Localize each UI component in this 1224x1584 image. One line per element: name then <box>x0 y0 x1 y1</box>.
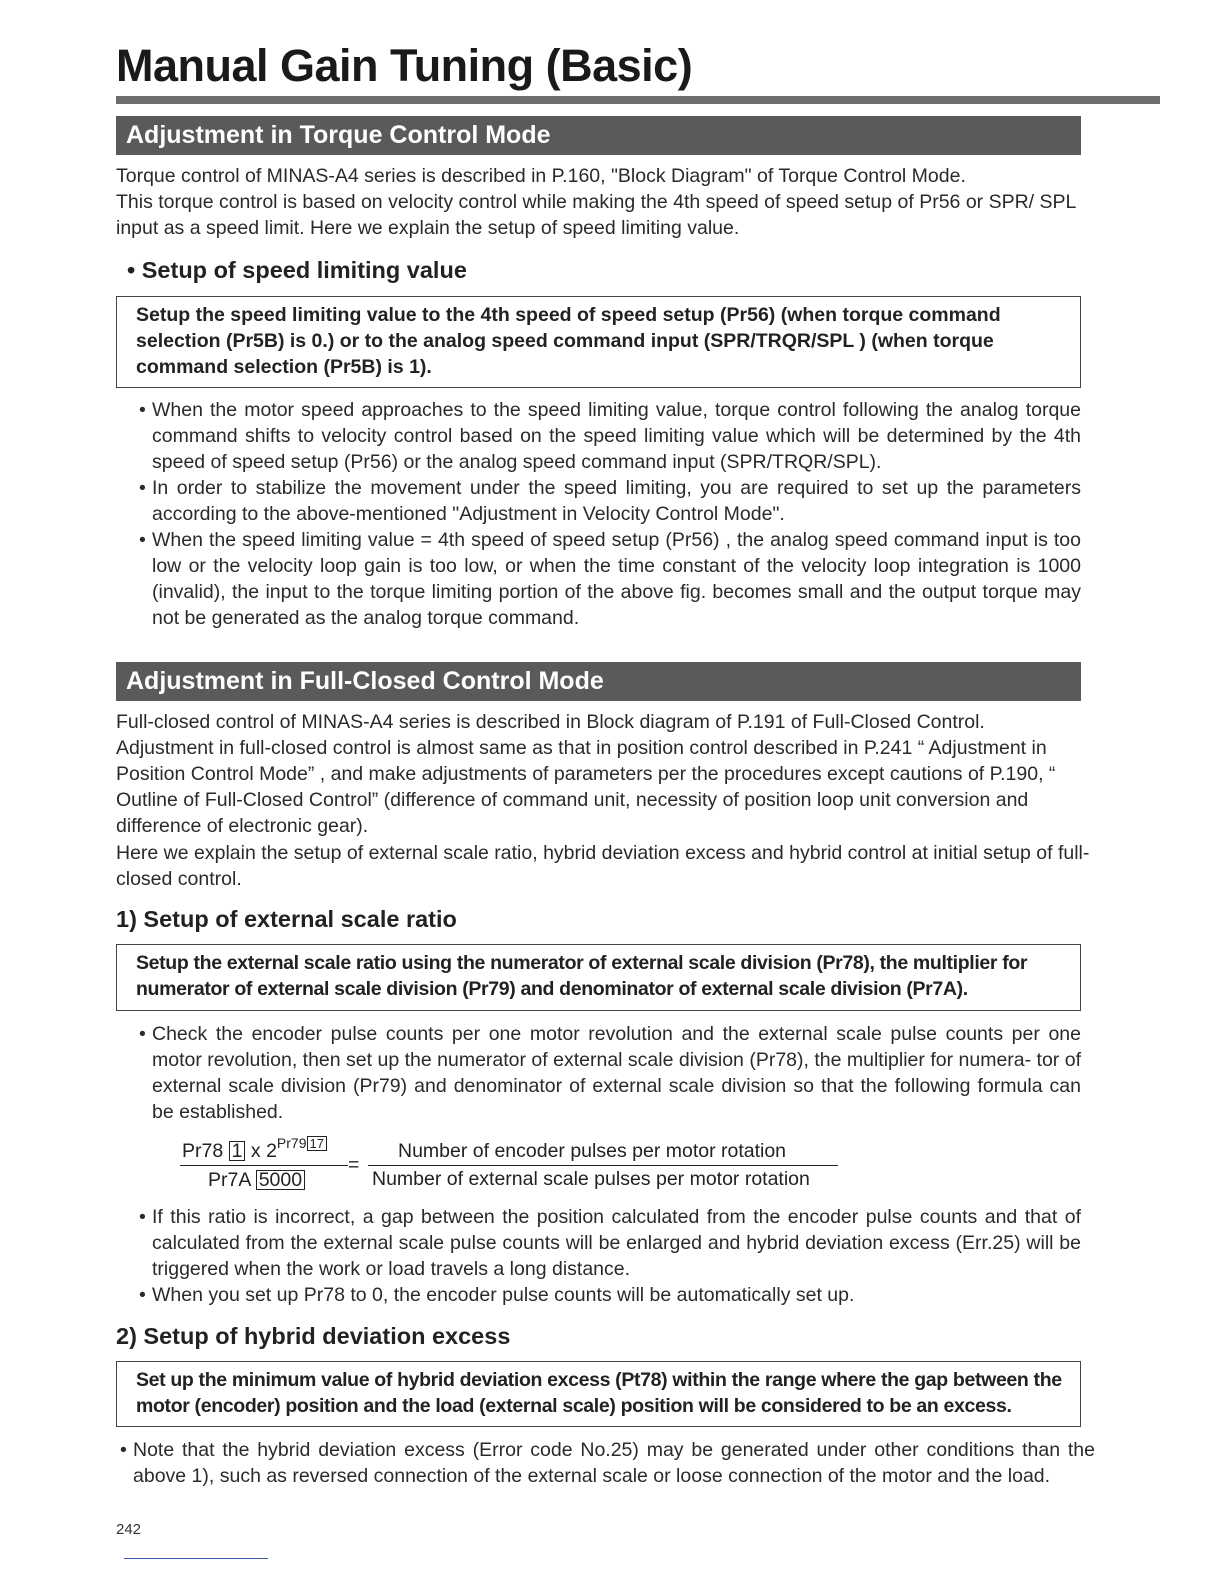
formula-rhs-fraction-bar <box>368 1165 838 1166</box>
fullclosed-intro-1: Full-closed control of MINAS-A4 series is described in Block diagram of P.191 of Full-Closed Control. <box>116 711 985 733</box>
formula-lhs-fraction-bar <box>180 1165 348 1166</box>
formula-rhs-numerator: Number of encoder pulses per motor rotation <box>398 1140 787 1162</box>
formula-times: x 2 <box>250 1140 277 1162</box>
speed-limit-subheading: • Setup of speed limiting value <box>127 257 467 283</box>
formula-equals: = <box>348 1154 360 1176</box>
hybrid-deviation-bullet-list <box>120 1437 1095 1489</box>
hybrid-deviation-bullet: • Note that the hybrid deviation excess (Error code No.25) may be generated under other conditions than the above 1), such as reversed connection of the external scale or loose connection of the motor and the load. <box>120 1437 1095 1489</box>
title-underline <box>116 96 1160 104</box>
torque-bullet-2: • In order to stabilize the movement under the speed limiting, you are required to set up the parameters according to the above-mentioned "Adjustment in Velocity Control Mode". <box>139 475 1081 527</box>
hybrid-deviation-box: Set up the minimum value of hybrid deviation excess (Pt78) within the range where the gap between the motor (encoder) position and the load (external scale) position will be considered to be an excess. <box>116 1361 1081 1427</box>
page-title: Manual Gain Tuning (Basic) <box>116 40 693 91</box>
torque-bullet-1: • When the motor speed approaches to the speed limiting value, torque control following the analog torque command shifts to velocity control based on the speed limiting value which will be determined by the 4th speed of speed setup (Pr56) or the analog speed command input (SPR/TRQR/SPL). <box>139 397 1081 475</box>
fullclosed-intro-2: Adjustment in full-closed control is almost same as that in position control described in P.241 “ Adjustment in Position Control Mode” , and make adjustments of parameters per the procedures except cautions of P.190, “ Outline of Full-Closed Control” (difference of command unit, necessity of position loop unit conversion and difference of electronic gear). <box>116 737 1056 837</box>
hybrid-deviation-subheading: 2) Setup of hybrid deviation excess <box>116 1323 511 1349</box>
formula-pr7a-value: 5000 <box>256 1170 305 1190</box>
formula-denominator <box>208 1169 305 1192</box>
scale-ratio-subheading: 1) Setup of external scale ratio <box>116 906 457 932</box>
formula-numerator <box>182 1135 327 1163</box>
page-number: 242 <box>116 1521 142 1538</box>
torque-section-heading: Adjustment in Torque Control Mode <box>116 116 1081 155</box>
fullclosed-section-heading: Adjustment in Full-Closed Control Mode <box>116 662 1081 701</box>
torque-bullet-list <box>139 397 1081 631</box>
torque-intro-1: Torque control of MINAS-A4 series is described in P.160, "Block Diagram" of Torque Control Mode. <box>116 165 966 187</box>
scale-ratio-formula <box>180 1134 860 1194</box>
scale-ratio-bullet-list-2 <box>139 1204 1081 1308</box>
formula-rhs-denominator: Number of external scale pulses per motor rotation <box>372 1168 810 1190</box>
speed-limit-box: Setup the speed limiting value to the 4th speed of speed setup (Pr56) (when torque command selection (Pr5B) is 0.) or to the analog speed command input (SPR/TRQR/SPL ) (when torque command selection (Pr5B) is 1). <box>116 296 1081 388</box>
scale-ratio-bullet-3: • When you set up Pr78 to 0, the encoder pulse counts will be automatically set up. <box>139 1282 1081 1308</box>
scale-ratio-bullet-1: • Check the encoder pulse counts per one motor revolution and the external scale pulse counts per one motor revolution, then set up the numerator of external scale division (Pr78), the multiplier for numera- tor of external scale division (Pr79) and denominator of external scale division so that the following formula can be established. <box>139 1021 1081 1125</box>
formula-exponent <box>277 1135 327 1151</box>
torque-bullet-3: • When the speed limiting value = 4th speed of speed setup (Pr56) , the analog speed command input is too low or the velocity loop gain is too low, or when the time constant of the velocity loop integration is 1000 (invalid), the input to the torque limiting portion of the above fig. becomes small and the output torque may not be generated as the analog torque command. <box>139 527 1081 631</box>
formula-pr79-value: 17 <box>307 1136 327 1151</box>
footer-rule <box>124 1558 268 1559</box>
formula-pr78-value: 1 <box>229 1141 246 1161</box>
formula-pr78-label: Pr78 <box>182 1140 224 1162</box>
formula-pr7a-label: Pr7A <box>208 1169 251 1191</box>
scale-ratio-box: Setup the external scale ratio using the numerator of external scale division (Pr78), the multiplier for numerator of external scale division (Pr79) and denominator of external scale division (Pr7A). <box>116 944 1081 1011</box>
scale-ratio-bullet-list <box>139 1021 1081 1125</box>
torque-intro-2: This torque control is based on velocity control while making the 4th speed of speed setup of Pr56 or SPR/ SPL input as a speed limit. Here we explain the setup of speed limiting value. <box>116 191 1076 239</box>
formula-pr79-label: Pr79 <box>276 1135 307 1151</box>
scale-ratio-bullet-2: • If this ratio is incorrect, a gap between the position calculated from the encoder pulse counts and that of calculated from the external scale pulse counts will be enlarged and hybrid deviation excess (Err.25) will be triggered when the work or load travels a long distance. <box>139 1204 1081 1282</box>
fullclosed-intro-3: Here we explain the setup of external scale ratio, hybrid deviation excess and hybrid control at initial setup of full-closed control. <box>116 842 1090 890</box>
